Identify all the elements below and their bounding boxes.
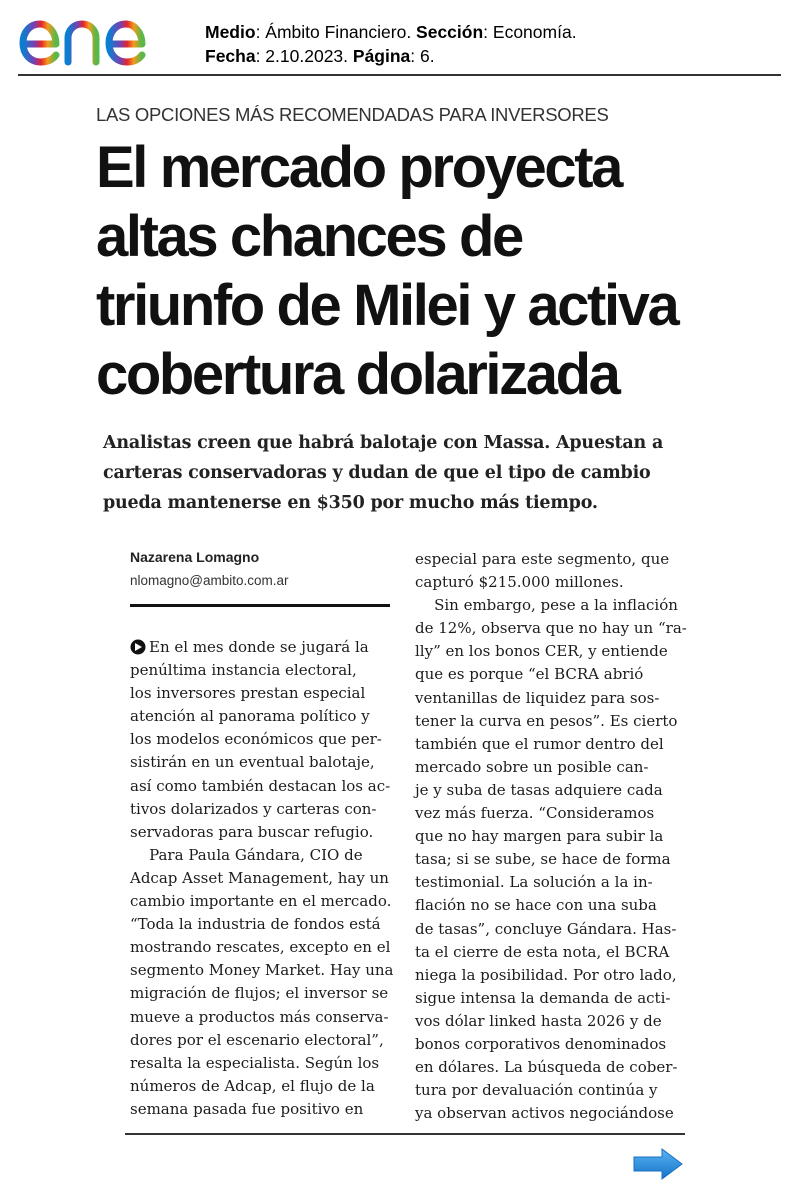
deck-line: pueda mantenerse en $350 por mucho más tiempo. (103, 493, 598, 513)
footer-divider (125, 1133, 685, 1135)
header-divider (18, 74, 781, 76)
article-text-line: en dólares. La búsqueda de cober- (415, 1058, 678, 1077)
article-text-line: que es porque “el BCRA abrió (415, 665, 644, 684)
meta-label: Medio (205, 22, 256, 42)
meta-label: Página (352, 46, 411, 66)
article-text-line: los modelos económicos que per- (130, 730, 382, 749)
headline-line: El mercado proyecta (96, 135, 621, 200)
article-text-line: mercado sobre un posible can- (415, 757, 649, 776)
article-text-line: tivos dolarizados y carteras con- (130, 799, 377, 818)
article-text-line: lly” en los bonos CER, y entiende (415, 642, 668, 661)
deck-line: carteras conservadoras y dudan de que el tipo de cambio (103, 463, 651, 483)
meta-label: Sección (416, 22, 484, 42)
author-name: Nazarena Lomagno (130, 549, 260, 565)
article-text-line: sistirán en un eventual balotaje, (130, 753, 375, 772)
meta-value: : Economía. (483, 22, 577, 42)
article-kicker: LAS OPCIONES MÁS RECOMENDADAS PARA INVERSORES (96, 104, 609, 125)
article-text-line: je y suba de tasas adquiere cada (415, 780, 663, 799)
article-text-line: de 12%, observa que no hay un “ra- (415, 619, 687, 638)
meta-value: : 2.10.2023. (255, 46, 353, 66)
article-headline (96, 133, 786, 409)
article-text-line: también que el rumor dentro del (415, 734, 664, 753)
article-text-line: que no hay margen para subir la (415, 827, 664, 846)
article-text-line: tura por devaluación continúa y (415, 1081, 658, 1100)
article-text-line: tasa; si se sube, se hace de forma (415, 850, 671, 869)
meta-value: : Ámbito Financiero. (255, 22, 417, 42)
article-text-line: vez más fuerza. “Consideramos (415, 804, 655, 823)
right-arrow-icon[interactable] (632, 1147, 684, 1181)
headline-line: altas chances de (96, 204, 522, 269)
article-text-line: de tasas”, concluye Gándara. Has- (415, 919, 677, 938)
byline-divider (130, 604, 390, 607)
meta-line-1 (205, 20, 577, 44)
article-text-line: los inversores prestan especial (130, 684, 366, 703)
article-text-line: vos dólar linked hasta 2026 y de (415, 1011, 662, 1030)
enel-logo (14, 4, 184, 70)
article-column-2 (415, 548, 687, 1125)
author-email: nlomagno@ambito.com.ar (130, 573, 289, 588)
headline-line: cobertura dolarizada (96, 342, 619, 407)
article-text-line: niega la posibilidad. Por otro lado, (415, 965, 677, 984)
article-text-line: tener la curva en pesos”. Es cierto (415, 711, 678, 730)
article-text-line: servadoras para buscar refugio. (130, 822, 374, 841)
meta-line-2 (205, 44, 577, 68)
page-header (0, 0, 800, 76)
circle-arrow-icon (130, 639, 146, 655)
article-text-line: dores por el escenario electoral”, (130, 1030, 384, 1049)
article-text-line: capturó $215.000 millones. (415, 573, 624, 592)
article-text-line: flación no se hace con una suba (415, 896, 657, 915)
article-text-line: segmento Money Market. Hay una (130, 961, 394, 980)
article-text-line: ventanillas de liquidez para sos- (415, 688, 660, 707)
article-text-line-content: En el mes donde se jugará la (149, 638, 369, 656)
meta-value: : 6. (410, 46, 435, 66)
article-text-line: sigue intensa la demanda de acti- (415, 988, 671, 1007)
article-text-line: atención al panorama político y (130, 707, 370, 726)
article-text-line: migración de flujos; el inversor se (130, 984, 389, 1003)
article-text-line: semana pasada fue positivo en (130, 1099, 364, 1118)
deck-line: Analistas creen que habrá balotaje con Massa. Apuestan a (103, 433, 664, 453)
article-column-1 (130, 636, 392, 1121)
source-metadata (205, 20, 577, 68)
article-text-line: testimonial. La solución a la in- (415, 873, 653, 892)
article-text-line: “Toda la industria de fondos está (130, 915, 381, 934)
article-text-line: mueve a productos más conserva- (130, 1007, 389, 1026)
article-text-line: números de Adcap, el flujo de la (130, 1076, 375, 1095)
article-text-line (130, 636, 392, 659)
article-text-line: mostrando rescates, excepto en el (130, 938, 391, 957)
article-text-line: resalta la especialista. Según los (130, 1053, 380, 1072)
article-text-line: ya observan activos negociándose (415, 1104, 674, 1123)
article-text-line: penúltima instancia electoral, (130, 661, 357, 680)
article-text-line: Para Paula Gándara, CIO de (130, 845, 363, 864)
article-text-line: Adcap Asset Management, hay un (130, 868, 389, 887)
article-text-line: así como también destacan los ac- (130, 776, 391, 795)
article-text-line: especial para este segmento, que (415, 550, 670, 568)
article-text-line: Sin embargo, pese a la inflación (415, 596, 678, 615)
meta-label: Fecha (205, 46, 256, 66)
article-text-line: bonos corporativos denominados (415, 1034, 667, 1053)
article-text-line: cambio importante en el mercado. (130, 892, 392, 911)
article-deck (103, 428, 753, 518)
headline-line: triunfo de Milei y activa (96, 273, 678, 338)
article-text-line: ta el cierre de esta nota, el BCRA (415, 942, 670, 961)
